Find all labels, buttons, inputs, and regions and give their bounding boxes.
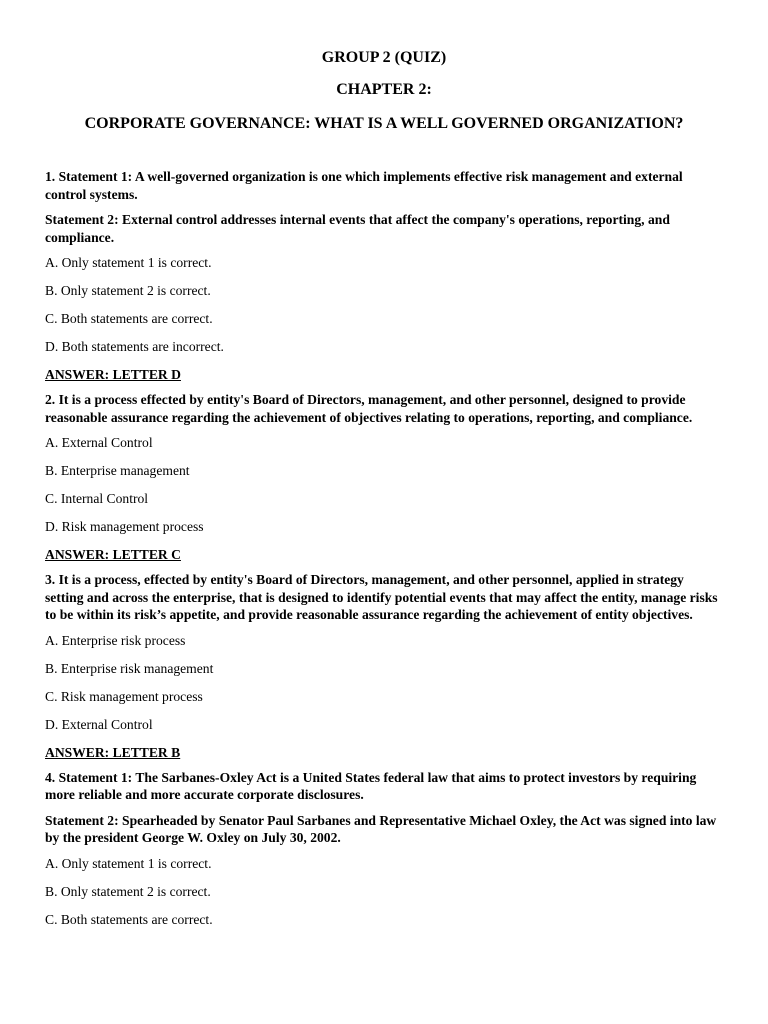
answer-option: C. Both statements are correct. <box>45 311 213 326</box>
question-statement: Statement 2: External control addresses internal events that affect the company's operations, reporting, and compliance. <box>45 212 670 245</box>
chapter-title: CHAPTER 2: <box>336 81 432 98</box>
question-4 <box>45 769 723 928</box>
answer-option: A. External Control <box>45 435 153 450</box>
answer-option: B. Enterprise management <box>45 463 190 478</box>
question-statement: 4. Statement 1: The Sarbanes-Oxley Act is a United States federal law that aims to protect investors by requiring more reliable and more accurate corporate disclosures. <box>45 769 697 802</box>
question-statement: 3. It is a process, effected by entity's Board of Directors, management, and other personnel, applied in strategy setting and across the enterprise, that is designed to identify potential events that may affect the entity, manage risks to be within its risk’s appetite, and provide reasonable assurance regarding the achievement of entity objectives. <box>45 572 718 622</box>
answer-option: A. Enterprise risk process <box>45 632 186 648</box>
answer-option: A. Only statement 1 is correct. <box>45 255 212 270</box>
group-title: GROUP 2 (QUIZ) <box>321 49 447 66</box>
answer-option: D. Both statements are incorrect. <box>45 339 224 354</box>
question-2 <box>45 391 723 563</box>
chapter-heading: CORPORATE GOVERNANCE: WHAT IS A WELL GOVERNED ORGANIZATION? <box>84 115 684 132</box>
answer-option: B. Enterprise risk management <box>45 660 214 676</box>
answer-option: C. Risk management process <box>45 688 203 704</box>
question-statement: 1. Statement 1: A well-governed organization is one which implements effective risk management and external control systems. <box>45 169 683 202</box>
answer-key: ANSWER: LETTER B <box>45 744 181 760</box>
answer-key: ANSWER: LETTER D <box>45 367 181 382</box>
answer-option: C. Internal Control <box>45 491 149 506</box>
answer-option: B. Only statement 2 is correct. <box>45 283 211 298</box>
quiz-content <box>45 168 723 928</box>
document-header <box>45 0 723 133</box>
question-statement: Statement 2: Spearheaded by Senator Paul Sarbanes and Representative Michael Oxley, the Act was signed into law by the president George W. Oxley on July 30, 2002. <box>45 812 717 845</box>
answer-option: B. Only statement 2 is correct. <box>45 883 211 899</box>
answer-option: D. External Control <box>45 716 153 732</box>
question-1 <box>45 168 723 383</box>
question-3 <box>45 571 723 761</box>
question-statement: 2. It is a process effected by entity's Board of Directors, management, and other personnel, designed to provide reasonable assurance regarding the achievement of objectives relating to operations, reporting, and compliance. <box>45 392 693 425</box>
answer-option: C. Both statements are correct. <box>45 911 213 927</box>
answer-option: A. Only statement 1 is correct. <box>45 855 212 871</box>
answer-key: ANSWER: LETTER C <box>45 547 181 562</box>
answer-option: D. Risk management process <box>45 519 204 534</box>
